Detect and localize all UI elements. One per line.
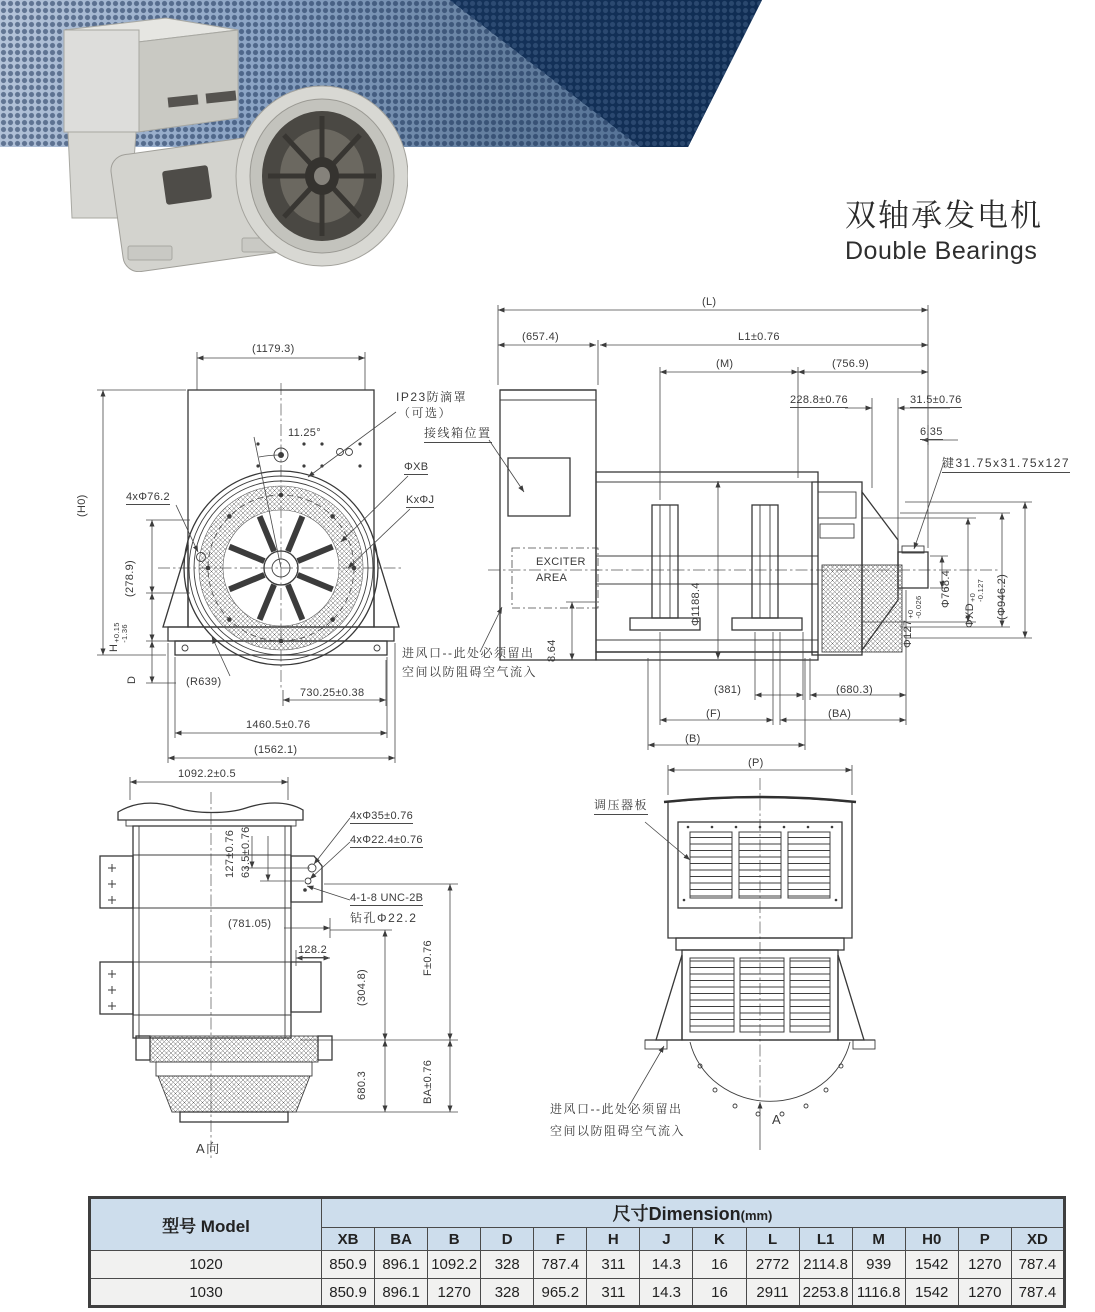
a-view-dim-holes-35: 4xΦ35±0.76 xyxy=(350,810,414,822)
front-view-lineart xyxy=(97,352,524,763)
model-1030: 1030 xyxy=(90,1279,322,1307)
p-view-inlet-note-line2: 空间以防阻碍空气流入 xyxy=(550,1124,686,1138)
a-view-dim-680: 680.3 xyxy=(356,1070,368,1100)
side-dim-m: (M) xyxy=(716,358,734,370)
side-dim-l1: L1±0.76 xyxy=(738,331,780,343)
page-title-en: Double Bearings xyxy=(845,237,1038,265)
a-view-note-unc-line1: 4-1-8 UNC-2B xyxy=(350,892,424,904)
a-view-note-unc-line2: 钻孔Φ22.2 xyxy=(350,911,418,925)
cell-1030-l: 2911 xyxy=(746,1279,799,1307)
a-view-dim-304: (304.8) xyxy=(356,969,368,1006)
dimension-table xyxy=(88,1196,1066,1308)
regulator-plate-label: 调压器板 xyxy=(594,796,648,815)
side-dim-657: (657.4) xyxy=(522,331,559,343)
front-dim-1562: (1562.1) xyxy=(254,744,298,756)
side-dim-381: (381) xyxy=(714,684,742,696)
page-title-zh: 双轴承发电机 xyxy=(845,198,1043,233)
a-view-dim-127: 127±0.76 xyxy=(224,829,236,878)
side-dim-ba: (BA) xyxy=(828,708,852,720)
cell-1020-k: 16 xyxy=(693,1251,746,1279)
cell-1030-b: 1270 xyxy=(428,1279,481,1307)
front-dim-phi-xb: ΦXB xyxy=(404,461,429,473)
cell-1020-j: 14.3 xyxy=(640,1251,693,1279)
front-dim-width: (1179.3) xyxy=(252,343,295,355)
cell-1020-b: 1092.2 xyxy=(428,1251,481,1279)
a-view-dim-holes-22: 4xΦ22.4±0.76 xyxy=(350,834,423,846)
col-header-f: F xyxy=(534,1228,587,1251)
cell-1020-h: 311 xyxy=(587,1251,640,1279)
air-inlet-note-line2: 空间以防阻碍空气流入 xyxy=(402,665,538,679)
front-dim-k-phi-j: KxΦJ xyxy=(406,494,435,506)
cell-1020-p: 1270 xyxy=(958,1251,1011,1279)
a-view-dim-63-5: 63.5±0.76 xyxy=(240,826,252,878)
front-dim-278: (278.9) xyxy=(124,560,136,597)
cell-1030-p: 1270 xyxy=(958,1279,1011,1307)
a-view-dim-ba: BA±0.76 xyxy=(422,1059,434,1104)
front-dim-d: D xyxy=(126,675,138,684)
side-dim-1188: Φ1188.4 xyxy=(690,582,702,626)
cell-1030-h0: 1542 xyxy=(905,1279,958,1307)
front-dim-730: 730.25±0.38 xyxy=(300,687,365,699)
cell-1030-f: 965.2 xyxy=(534,1279,587,1307)
cell-1030-j: 14.3 xyxy=(640,1279,693,1307)
a-view-dim-128: 128.2 xyxy=(298,944,328,956)
side-dim-f: (F) xyxy=(706,708,721,720)
exciter-area-label-line2: AREA xyxy=(536,572,568,584)
col-header-p: P xyxy=(958,1228,1011,1251)
cell-1030-ba: 896.1 xyxy=(375,1279,428,1307)
a-view-dim-f: F±0.76 xyxy=(422,940,434,976)
side-dim-31-5: 31.5±0.76 xyxy=(910,394,962,406)
side-dim-680: (680.3) xyxy=(836,684,873,696)
col-header-b: B xyxy=(428,1228,481,1251)
col-header-j: J xyxy=(640,1228,693,1251)
shaft-key-label: 键31.75x31.75x127 xyxy=(942,454,1070,473)
junction-box-label: 接线箱位置 xyxy=(424,424,492,443)
col-header-l1: L1 xyxy=(799,1228,852,1251)
col-header-l: L xyxy=(746,1228,799,1251)
side-dim-xd-tolerance: ΦXD +0 -0.127 xyxy=(964,578,985,628)
table-header-dimension: 尺寸Dimension(mm) xyxy=(322,1198,1065,1228)
col-header-k: K xyxy=(693,1228,746,1251)
table-header-model: 型号 Model xyxy=(90,1198,322,1251)
a-view-dim-781: (781.05) xyxy=(228,918,272,930)
cell-1030-k: 16 xyxy=(693,1279,746,1307)
front-dim-radius: (R639) xyxy=(186,676,222,688)
model-1020: 1020 xyxy=(90,1251,322,1279)
side-dim-228: 228.8±0.76 xyxy=(790,394,848,406)
cell-1020-f: 787.4 xyxy=(534,1251,587,1279)
col-header-xb: XB xyxy=(322,1228,375,1251)
cell-1030-d: 328 xyxy=(481,1279,534,1307)
cell-1020-xb: 850.9 xyxy=(322,1251,375,1279)
side-dim-8-64: 8.64 xyxy=(546,639,558,662)
cell-1020-m: 939 xyxy=(852,1251,905,1279)
side-dim-b: (B) xyxy=(685,733,701,745)
cell-1020-d: 328 xyxy=(481,1251,534,1279)
cell-1020-l: 2772 xyxy=(746,1251,799,1279)
front-note-ip23-line2: （可选） xyxy=(398,406,453,420)
side-dim-946: (Φ946.2) xyxy=(996,573,1008,620)
side-dim-127-tolerance: Φ127 +0 -0.026 xyxy=(902,595,923,648)
front-dim-holes: 4xΦ76.2 xyxy=(126,491,170,503)
front-dim-h-tolerance: H +0.15 -1.36 xyxy=(108,622,129,652)
table-row-1030 xyxy=(90,1279,1065,1307)
cell-1020-l1: 2114.8 xyxy=(799,1251,852,1279)
side-dim-6-35: 6.35 xyxy=(920,426,943,438)
air-inlet-note-line1: 进风口--此处必须留出 xyxy=(402,646,535,660)
exciter-area-label-line1: EXCITER xyxy=(536,556,586,568)
front-dim-h0: (H0) xyxy=(76,494,88,517)
p-view-dim-p: (P) xyxy=(748,757,764,769)
col-header-ba: BA xyxy=(375,1228,428,1251)
cell-1020-ba: 896.1 xyxy=(375,1251,428,1279)
cell-1020-h0: 1542 xyxy=(905,1251,958,1279)
col-header-h0: H0 xyxy=(905,1228,958,1251)
a-view-dim-1092: 1092.2±0.5 xyxy=(178,768,236,780)
p-view-inlet-note-line1: 进风口--此处必须留出 xyxy=(550,1102,683,1116)
front-note-ip23-line1: IP23防滴罩 xyxy=(396,390,468,404)
side-view-lineart xyxy=(480,305,1032,750)
col-header-d: D xyxy=(481,1228,534,1251)
p-view-arrow-label: A xyxy=(772,1112,781,1127)
cell-1030-xd: 787.4 xyxy=(1011,1279,1064,1307)
side-dim-756: (756.9) xyxy=(832,358,869,370)
cell-1020-xd: 787.4 xyxy=(1011,1251,1064,1279)
col-header-xd: XD xyxy=(1011,1228,1064,1251)
a-view-label: A向 xyxy=(196,1141,221,1156)
cell-1030-xb: 850.9 xyxy=(322,1279,375,1307)
p-view-lineart xyxy=(628,765,875,1150)
col-header-h: H xyxy=(587,1228,640,1251)
front-angle-dim: 11.25° xyxy=(288,427,321,439)
col-header-m: M xyxy=(852,1228,905,1251)
cell-1030-l1: 2253.8 xyxy=(799,1279,852,1307)
cell-1030-m: 1116.8 xyxy=(852,1279,905,1307)
table-row-1020 xyxy=(90,1251,1065,1279)
front-dim-1460: 1460.5±0.76 xyxy=(246,719,311,731)
cell-1030-h: 311 xyxy=(587,1279,640,1307)
side-dim-l: (L) xyxy=(702,296,717,308)
side-dim-768: Φ768.4 xyxy=(940,569,952,608)
